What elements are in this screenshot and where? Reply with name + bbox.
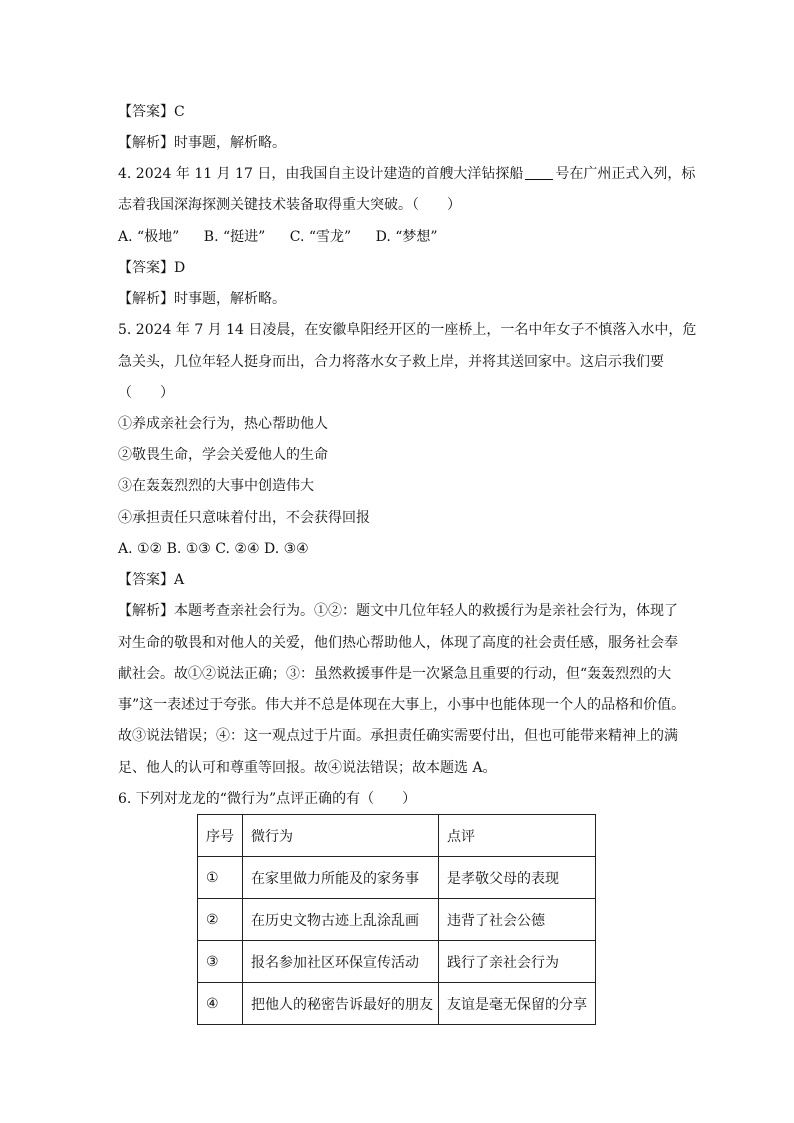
table-cell: 是孝敬父母的表现	[439, 857, 596, 899]
answer-blank	[525, 165, 553, 180]
table-cell: 在家里做力所能及的家务事	[243, 857, 439, 899]
q4-option-c: C. “雪龙”	[289, 229, 352, 245]
table-row	[198, 983, 596, 1025]
q4-stem-line2: 志着我国深海探测关键技术装备取得重大突破。（ ）	[118, 197, 461, 213]
q3-analysis: 【解析】时事题，解析略。	[118, 135, 286, 151]
q5-statement-1: ①养成亲社会行为，热心帮助他人	[118, 416, 328, 432]
q5-analysis-line1: 【解析】本题考查亲社会行为。①②：题文中几位年轻人的救援行为是亲社会行为，体现了	[118, 603, 678, 619]
table-header-cell: 序号	[198, 815, 243, 857]
table-row	[198, 899, 596, 941]
table-header-row	[198, 815, 596, 857]
q5-statement-4: ④承担责任只意味着付出，不会获得回报	[118, 510, 370, 526]
q5-stem-line1: 5. 2024 年 7 月 14 日凌晨，在安徽阜阳经开区的一座桥上，一名中年女子不慎落入水中，危	[118, 322, 697, 338]
q5-analysis-line5: 故③说法错误；④：这一观点过于片面。承担责任确实需要付出，但也可能带来精神上的满	[118, 728, 678, 744]
q4-options	[118, 227, 458, 247]
table-cell: 报名参加社区环保宣传活动	[243, 941, 439, 983]
q4-option-a: A. “极地”	[118, 229, 180, 245]
table-header-cell: 点评	[439, 815, 596, 857]
table-cell: 友谊是毫无保留的分享	[439, 983, 596, 1025]
q5-stem-line2: 急关头，几位年轻人挺身而出，合力将落水女子救上岸，并将其送回家中。这启示我们要	[118, 354, 664, 370]
q4-option-b: B. “挺进”	[203, 229, 266, 245]
table-cell: ③	[198, 941, 243, 983]
table-row	[198, 941, 596, 983]
table-cell: ①	[198, 857, 243, 899]
q4-stem-line1	[118, 164, 695, 184]
q6-stem: 6. 下列对龙龙的“微行为”点评正确的有（ ）	[118, 791, 417, 807]
q3-answer: 【答案】C	[118, 104, 185, 120]
q5-answer: 【答案】A	[118, 572, 185, 588]
q5-analysis-line6: 足、他人的认可和尊重等回报。故④说法错误；故本题选 A。	[118, 760, 497, 776]
table-row	[198, 857, 596, 899]
table-cell: 违背了社会公德	[439, 899, 596, 941]
table-cell: 把他人的秘密告诉最好的朋友	[243, 983, 439, 1025]
q5-statement-2: ②敬畏生命，学会关爱他人的生命	[118, 447, 328, 463]
table-cell: 践行了亲社会行为	[439, 941, 596, 983]
q5-stem-line3: （ ）	[118, 385, 174, 401]
q5-statement-3: ③在轰轰烈烈的大事中创造伟大	[118, 478, 314, 494]
q5-analysis-line3: 献社会。故①②说法正确；③：虽然救援事件是一次紧急且重要的行动，但“轰轰烈烈的大	[118, 666, 672, 682]
q4-answer: 【答案】D	[118, 260, 186, 276]
q4-option-d: D. “梦想”	[375, 229, 438, 245]
table-cell: ④	[198, 983, 243, 1025]
table-cell: 在历史文物古迹上乱涂乱画	[243, 899, 439, 941]
micro-behavior-table	[197, 814, 596, 1025]
table-header-cell: 微行为	[243, 815, 439, 857]
q5-options: A. ①② B. ①③ C. ②④ D. ③④	[118, 541, 309, 557]
q5-analysis-line4: 事”这一表述过于夸张。伟大并不总是体现在大事上，小事中也能体现一个人的品格和价值。	[118, 697, 686, 713]
table-cell: ②	[198, 899, 243, 941]
q4-stem-part2: 号在广州正式入列，标	[555, 166, 696, 182]
q4-analysis: 【解析】时事题，解析略。	[118, 291, 286, 307]
q4-stem-part1: 4. 2024 年 11 月 17 日，由我国自主设计建造的首艘大洋钻探船	[118, 166, 524, 182]
q5-analysis-line2: 对生命的敬畏和对他人的关爱，他们热心帮助他人，体现了高度的社会责任感，服务社会奉	[118, 635, 678, 651]
